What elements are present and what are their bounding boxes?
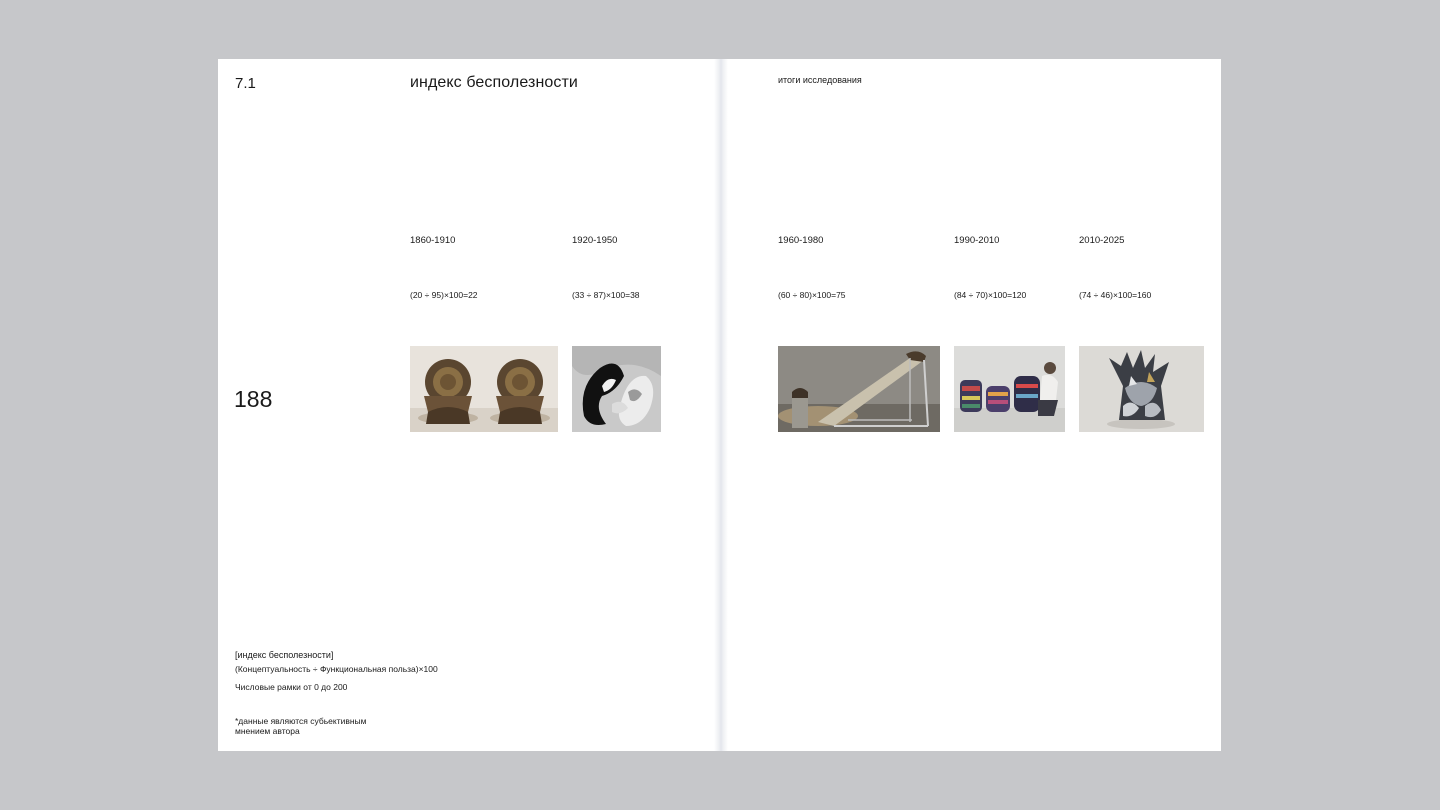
formula-label: (20 ÷ 95)×100=22 [410, 290, 478, 300]
section-header: итоги исследования [778, 75, 862, 85]
page-number: 188 [234, 386, 273, 412]
notes-range: Числовые рамки от 0 до 200 [235, 682, 348, 692]
page-title: индекс бесполезности [410, 74, 578, 91]
formula-label: (33 ÷ 87)×100=38 [572, 290, 640, 300]
notes-formula: (Концептуальность ÷ Функциональная польза)×100 [235, 664, 438, 674]
section-number: 7.1 [235, 75, 256, 92]
abstract-sculpture-chair-image [572, 346, 661, 432]
book-gutter [714, 59, 728, 751]
period-label: 1920-1950 [572, 235, 618, 246]
formula-label: (74 ÷ 46)×100=160 [1079, 290, 1152, 300]
period-label: 1860-1910 [410, 235, 456, 246]
fabric-chairs-person-image [954, 346, 1065, 432]
formula-label: (60 ÷ 80)×100=75 [778, 290, 846, 300]
footnote-line: *данные являются субьективным [235, 716, 367, 726]
formula-label: (84 ÷ 70)×100=120 [954, 290, 1027, 300]
period-label: 2010-2025 [1079, 235, 1125, 246]
carved-wooden-chairs-image [410, 346, 558, 432]
period-label: 1990-2010 [954, 235, 1000, 246]
notes-heading: [индекс бесполезности] [235, 650, 334, 660]
book-spread [218, 59, 1221, 751]
right-page [721, 59, 1221, 751]
metal-frame-lounge-image [778, 346, 940, 432]
metallic-sculpture-chair-image [1079, 346, 1204, 432]
period-label: 1960-1980 [778, 235, 824, 246]
footnote-line: мнением автора [235, 725, 300, 736]
footnote [235, 717, 395, 736]
left-page [218, 59, 721, 751]
